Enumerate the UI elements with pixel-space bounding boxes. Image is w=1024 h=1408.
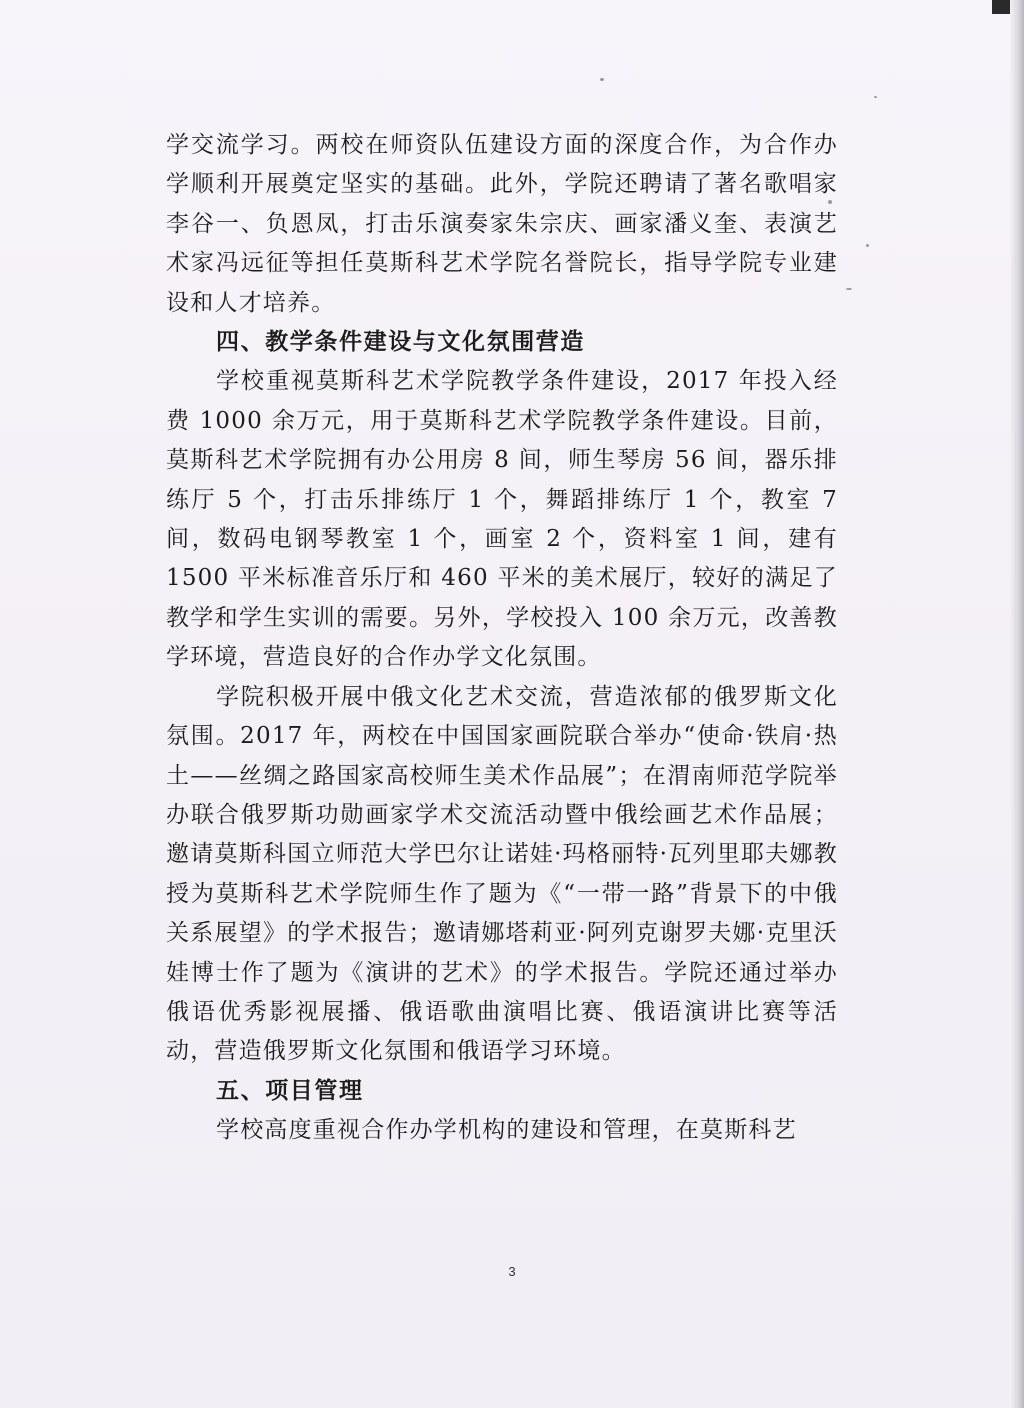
page-number: 3 [508, 1264, 516, 1279]
section-heading-4: 四、教学条件建设与文化氛围营造 [216, 329, 585, 356]
scan-speck [866, 244, 869, 247]
section-heading-5: 五、项目管理 [216, 1077, 364, 1104]
scan-speck [846, 288, 852, 290]
paragraph-continuation: 学交流学习。两校在师资队伍建设方面的深度合作，为合作办学顺利开展奠定坚实的基础。此外，学院还聘请了著名歌唱家李谷一、负恩凤，打击乐演奏家朱宗庆、画家潘义奎、表演艺术家冯远征等担任莫斯科艺术学院名誉院长，指导学院专业建设和人才培养。 [166, 132, 838, 316]
scan-corner-mark [992, 0, 1010, 14]
scan-speck [874, 96, 877, 98]
paragraph-project-management: 学校高度重视合作办学机构的建设和管理，在莫斯科艺 [216, 1117, 797, 1144]
scan-edge-shadow [1010, 0, 1024, 1408]
scan-speck [600, 78, 604, 81]
paragraph-cultural-exchange: 学院积极开展中俄文化艺术交流，营造浓郁的俄罗斯文化氛围。2017 年，两校在中国国家画院联合举办“使命·铁肩·热土——丝绸之路国家高校师生美术作品展”；在渭南师范学院举办联合俄罗斯功勋画家学术交流活动暨中俄绘画艺术作品展；邀请莫斯科国立师范大学巴尔让诺娃·玛格丽特·瓦列里耶夫娜教授为莫斯科艺术学院师生作了题为《“一带一路”背景下的中俄关系展望》的学术报告；邀请娜塔莉亚·阿列克谢罗夫娜·克里沃娃博士作了题为《演讲的艺术》的学术报告。学院还通过举办俄语优秀影视展播、俄语歌曲演唱比赛、俄语演讲比赛等活动，营造俄罗斯文化氛围和俄语学习环境。 [166, 683, 838, 1065]
document-body [166, 126, 838, 1151]
paragraph-teaching-conditions: 学校重视莫斯科艺术学院教学条件建设，2017 年投入经费 1000 余万元，用于莫斯科艺术学院教学条件建设。目前，莫斯科艺术学院拥有办公用房 8 间，师生琴房 56 间，器乐排练厅 5 个，打击乐排练厅 1 个，舞蹈排练厅 1 个，教室 7 间，数码电钢琴教室 1 个，画室 2 个，资料室 1 间，建有 1500 平米标准音乐厅和 460 平米的美术展厅，较好的满足了教学和学生实训的需要。另外，学校投入 100 余万元，改善教学环境，营造良好的合作办学文化氛围。 [166, 368, 838, 671]
